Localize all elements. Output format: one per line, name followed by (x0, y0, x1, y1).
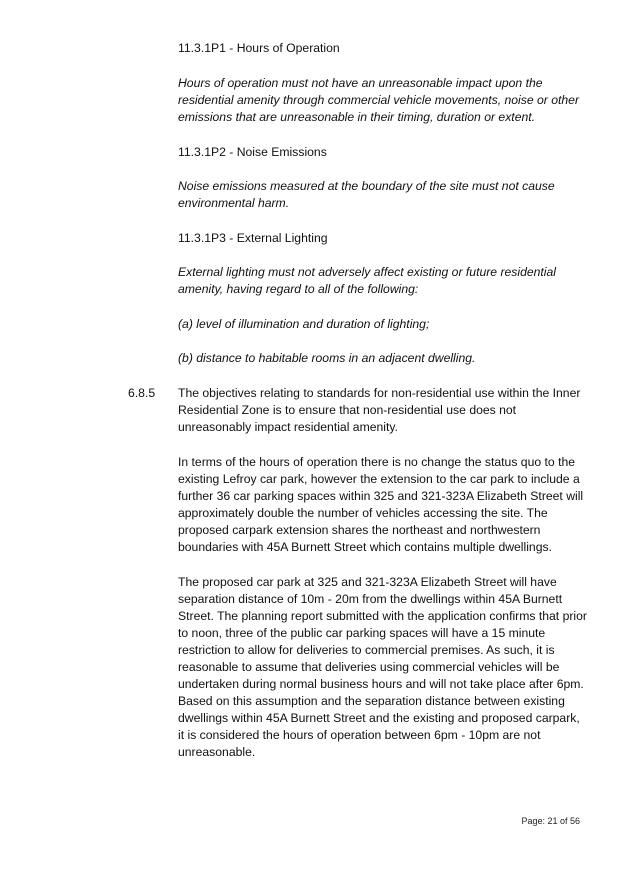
criterion-heading-lighting: 11.3.1P3 - External Lighting (178, 231, 328, 245)
criterion-text-hours: Hours of operation must not have an unreasonable impact upon the residential amenity through commercial vehicle movements, noise or other emissions that are unreasonable in their timing, duration or extent. (178, 76, 580, 124)
criterion-heading-hours: 11.3.1P1 - Hours of Operation (178, 41, 340, 55)
section-paragraph-2: In terms of the hours of operation there is no change the status quo to the existing Lefroy car park, however the extension to the car park to include a further 36 car parking spaces within 325 and 321-323A Elizabeth Street will approximately double the number of vehicles accessing the site. The proposed carpark extension shares the northeast and northwestern boundaries with 45A Burnett Street which contains multiple dwellings. (178, 455, 584, 554)
criterion-text-noise: Noise emissions measured at the boundary of the site must not cause environmental harm. (178, 179, 555, 210)
section-paragraph-1: The objectives relating to standards for non-residential use within the Inner Residential Zone is to ensure that non-residential use does not unreasonably impact residential amenity. (178, 386, 581, 434)
section-paragraph-3: The proposed car park at 325 and 321-323A Elizabeth Street will have separation distance of 10m - 20m from the dwellings within 45A Burnett Street. The planning report submitted with the application confirms that prior to noon, three of the public car parking spaces will have a 15 minute restriction to allow for deliveries to commercial premises. As such, it is reasonable to assume that deliveries using commercial vehicles will be undertaken during normal business hours and will not take place after 6pm. Based on this assumption and the separation distance between existing dwellings within 45A Burnett Street and the existing and proposed carpark, it is considered the hours of operation between 6pm - 10pm are not unreasonable. (178, 575, 587, 759)
page-number: Page: 21 of 56 (521, 816, 580, 826)
criterion-text-lighting: External lighting must not adversely affect existing or future residential amenity, having regard to all of the following: (178, 265, 557, 296)
section-number: 6.8.5 (128, 386, 156, 400)
criterion-heading-noise: 11.3.1P2 - Noise Emissions (178, 145, 327, 159)
criterion-item-a: (a) level of illumination and duration of lighting; (178, 317, 430, 331)
criterion-item-b: (b) distance to habitable rooms in an adjacent dwelling. (178, 351, 476, 365)
